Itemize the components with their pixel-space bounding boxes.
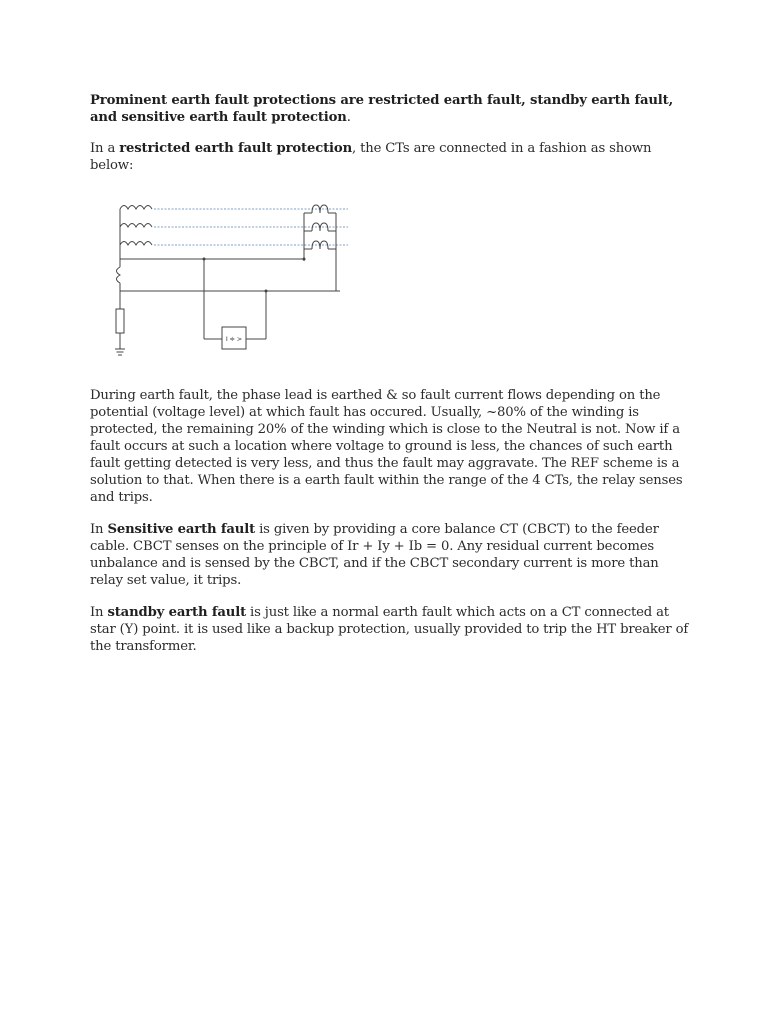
intro-heading	[90, 92, 690, 126]
ref-intro-paragraph	[90, 140, 690, 174]
phase-conductors	[154, 209, 348, 245]
sensitive-bold: Sensitive earth fault	[107, 522, 256, 537]
ref-intro-pre: In a	[90, 141, 120, 156]
standby-pre: In	[90, 605, 108, 620]
junction-dots	[203, 258, 306, 293]
standby-bold: standby earth fault	[107, 605, 247, 620]
sensitive-earth-fault-paragraph	[90, 521, 690, 589]
standby-earth-fault-paragraph	[90, 604, 690, 655]
sensitive-post: is given by providing a core balance CT (CBCT) to the feeder cable. CBCT senses on the principle of Ir + Iy + Ib = 0. Any residual current becomes unbalance and is sensed by the CBCT, and if the CBCT secondary current is more than relay set value, it trips.	[90, 522, 659, 588]
neutral-ct-icon	[117, 267, 121, 283]
ref-wiring-diagram	[90, 191, 360, 361]
line-cts-icon	[304, 205, 340, 291]
document-page	[90, 92, 690, 670]
winding-coil-1	[120, 206, 152, 210]
winding-coil-3	[120, 242, 152, 246]
standby-post: is just like a normal earth fault which acts on a CT connected at star (Y) point. it is used like a backup protection, usually provided to trip the HT breaker of the transformer.	[90, 605, 689, 654]
sensitive-pre: In	[90, 522, 108, 537]
winding-coil-2	[120, 224, 152, 228]
relay-symbol: I ≑ >	[225, 335, 243, 343]
earthing-resistor-icon	[116, 309, 124, 333]
intro-bold-text: Prominent earth fault protections are restricted earth fault, standby earth fault, and sensitive earth fault protection	[90, 93, 674, 125]
ground-symbol-icon	[115, 349, 125, 355]
earth-fault-paragraph: During earth fault, the phase lead is earthed & so fault current flows depending on the potential (voltage level) at which fault has occured. Usually, ~80% of the winding is protected, the remaining 20% of the winding which is close to the Neutral is not. Now if a fault occurs at such a location where voltage to ground is less, the chances of such earth fault getting detected is very less, and thus the fault may aggravate. The REF scheme is a solution to that. When there is a earth fault within the range of the 4 CTs, the relay senses and trips.	[90, 388, 683, 505]
ref-intro-post: , the CTs are connected in a fashion as shown below:	[90, 141, 652, 173]
ref-intro-bold: restricted earth fault protection	[119, 141, 353, 156]
intro-period: .	[346, 110, 351, 125]
transformer-windings-icon	[120, 206, 152, 268]
